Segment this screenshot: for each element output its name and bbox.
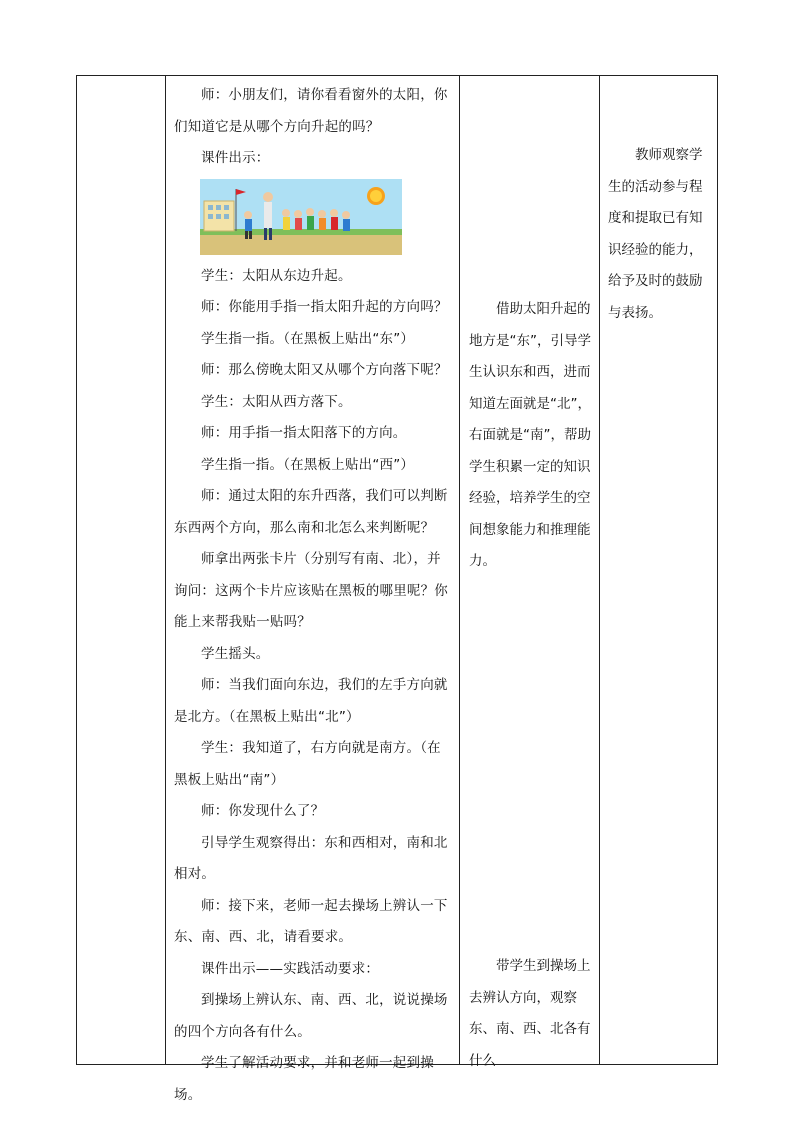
dialogue-line: 师：通过太阳的东升西落，我们可以判断东西两个方向，那么南和北怎么来判断呢？ <box>174 488 448 536</box>
design-intent-note: 借助太阳升起的地方是“东”，引导学生认识东和西，进而知道左面就是“北”，右面就是“南”，帮助学生积累一定的知识经验，培养学生的空间想象能力和推理能力。 <box>469 301 591 569</box>
section-cell <box>77 76 165 1064</box>
dialogue-line: 师拿出两张卡片（分别写有南、北），并询问：这两个卡片应该贴在黑板的哪里呢？你能上来帮我贴一贴吗？ <box>174 551 448 630</box>
dialogue-line: 学生摇头。 <box>201 645 270 662</box>
evaluation-cell <box>600 76 719 1064</box>
dialogue-line: 师：那么傍晚太阳又从哪个方向落下呢？ <box>201 362 448 378</box>
dialogue-line: 学生指一指。（在黑板上贴出“西”） <box>201 456 415 473</box>
dialogue-line: 学生：我知道了，右方向就是南方。（在黑板上贴出“南”） <box>174 740 441 788</box>
teaching-process-cell <box>166 76 460 1103</box>
lesson-table <box>76 75 718 1103</box>
dialogue-line: 师：你发现什么了？ <box>201 803 325 819</box>
design-intent-note: 带学生到操场上去辨认方向，观察东、南、西、北各有什么 <box>469 958 591 1069</box>
dialogue-line: 师：用手指一指太阳落下的方向。 <box>201 425 407 441</box>
dialogue-line: 学生：太阳从东边升起。 <box>201 267 352 284</box>
dialogue-line: 师：小朋友们，请你看看窗外的太阳，你们知道它是从哪个方向升起的吗？ <box>174 87 448 135</box>
evaluation-note: 教师观察学生的活动参与程度和提取已有知识经验的能力，给予及时的鼓励与表扬。 <box>608 147 703 321</box>
courseware-illustration <box>200 179 402 255</box>
dialogue-line: 课件出示——实践活动要求： <box>201 960 380 977</box>
dialogue-line: 引导学生观察得出：东和西相对，南和北相对。 <box>174 834 448 882</box>
dialogue-line: 学生了解活动要求，并和老师一起到操场。 <box>174 1055 434 1103</box>
dialogue-line: 学生：太阳从西方落下。 <box>201 393 352 410</box>
dialogue-line: 师：你能用手指一指太阳升起的方向吗？ <box>201 299 448 315</box>
dialogue-line: 师：接下来，老师一起去操场上辨认一下东、南、西、北，请看要求。 <box>174 897 448 945</box>
dialogue-line: 到操场上辨认东、南、西、北，说说操场的四个方向各有什么。 <box>174 992 448 1040</box>
dialogue-line: 师：当我们面向东边，我们的左手方向就是北方。（在黑板上贴出“北”） <box>174 677 448 725</box>
dialogue-line: 学生指一指。（在黑板上贴出“东”） <box>201 330 415 347</box>
dialogue-line: 课件出示： <box>201 150 270 166</box>
design-intent-cell <box>461 76 598 1069</box>
